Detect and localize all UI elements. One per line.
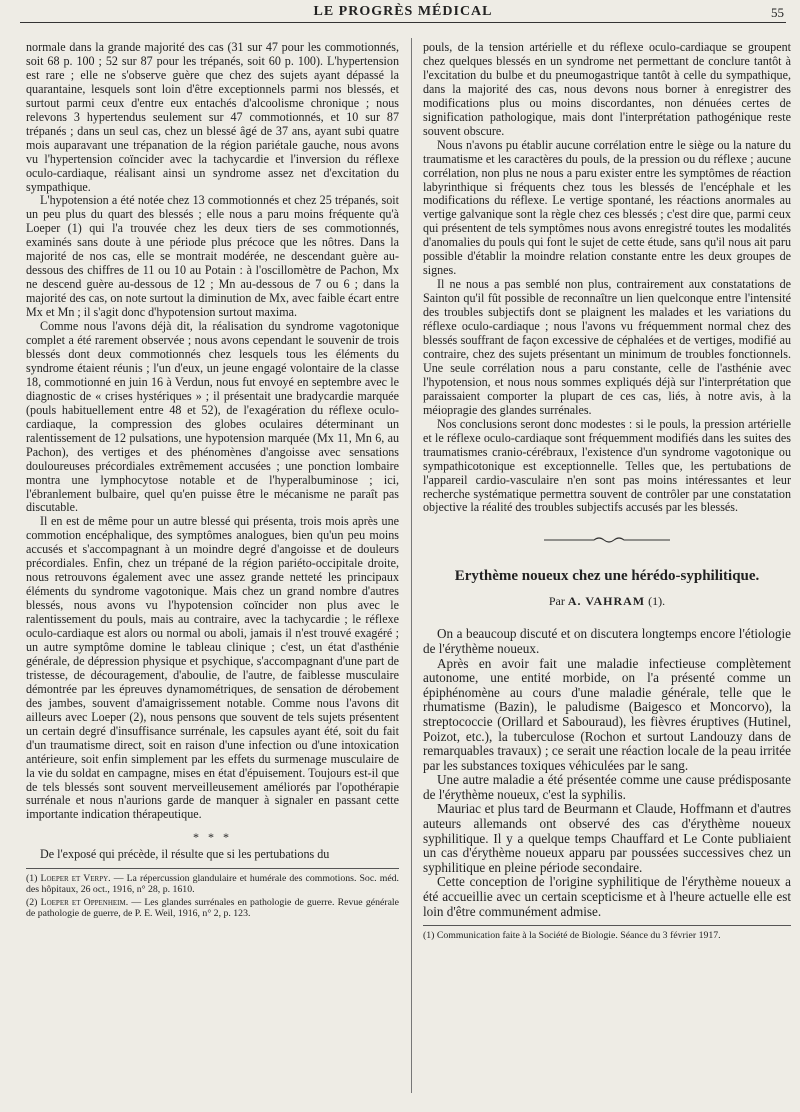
article-paragraph: Cette conception de l'origine syphilitique de l'érythème noueux a été accueillie avec un certain scepticisme et à l'heure actuelle elle est loin d'être communément admise.	[423, 874, 791, 919]
byline	[423, 595, 791, 609]
decorative-divider	[542, 535, 672, 545]
right-paragraph: Il ne nous a pas semblé non plus, contrairement aux constatations de Sainton qu'il fût possible de reconnaître un lien quelconque entre l'intensité des troubles subjectifs dont se plaignent les malades et les variations du réflexe oculo-cardiaque ; nous l'avons vu fréquemment normal chez des blessés souffrant de façon excessive de céphalées et de vertiges, modifié au contraire, chez des sujets présentant un minimum de troubles fonctionnels. Une seule corrélation nous a paru constante, celle de l'asthénie avec l'hypotension, et nous nous sommes expliqués déjà sur l'interprétation que paraissaient comporter la plupart de ces cas, liés, à notre avis, à la méiopragie des glandes surrénales.	[423, 277, 791, 417]
footnote-text: — Les glandes surrénales en pathologie de guerre. Revue générale de pathologie de guerre, de P. E. Weil, 1916, n° 2, p. 123.	[26, 897, 399, 920]
left-closing-line: De l'exposé qui précède, il résulte que si les pertubations du	[40, 847, 330, 862]
column-rule	[411, 38, 412, 1093]
footnote-text: — La répercussion glandulaire et humérale des commotions. Soc. méd. des hôpitaux, 26 oct., 1916, n° 28, p. 1610.	[26, 873, 400, 896]
byline-author: A. VAHRAM	[567, 594, 646, 609]
article-footnote	[423, 925, 791, 941]
right-paragraph: pouls, de la tension artérielle et du réflexe oculo-cardiaque se groupent chez quelques blessés en un syndrome net permettant de conclure tantôt à l'excitation du bulbe et du pneumogastrique tantôt à celle du sympathique, dans la majorité des cas, nous devons nous borner à enregistrer des modifications plus ou moins discordantes, non dénuées certes de signification pathologique, mais dont l'interprétation pathogénique reste souvent obscure.	[423, 40, 791, 138]
article-paragraph: Après en avoir fait une maladie infectieuse complètement autonome, une entité morbide, on l'a présenté comme un épiphénomène au cours d'une maladie générale, telle que le rhumatisme (Bazin), le paludisme (Baigesco et Moncorvo), la streptococcie (Orillard et Sabouraud), les fièvres éruptives (Hutinel, Poizot, etc.), la tuberculose (Rochon et surtout Landouzy dans de remarquables travaux) ; ce serait une réaction locale de la peau irritée par les substances toxiques véhiculées par le sang.	[423, 655, 791, 773]
byline-prefix: Par	[548, 594, 565, 609]
footnotes	[26, 868, 399, 919]
left-paragraph: normale dans la grande majorité des cas (31 sur 47 pour les commotionnés, soit 68 p. 100 ; 52 sur 87 pour les trépanés, soit 60 p. 100). L'hypertension est rare ; elle ne s'observe guère que chez des sujets ayant dépassé la quarantaine, lesquels sont loin d'être exceptionnels parmi nos blessés, et surtout parmi ceux d'entre eux entachés d'alcoolisme chronique ; nous relevons 3 hypertendus seulement sur 47 commotionnés, et 10 sur 87 trépanés ; dans un seul cas, chez un blessé âgé de 37 ans, ayant subi quatre mois auparavant une trépanation de la région pariétale gauche, nous avons vu l'hypertension coïncider avec la tachycardie et l'inversion du réflexe oculo-cardiaque, réalisant ainsi un syndrome assez net d'excitation du sympathique.	[26, 40, 399, 194]
footnote	[26, 873, 399, 895]
section-stars: * * *	[193, 830, 232, 845]
footnote-authors: Loeper et Verpy.	[40, 873, 111, 885]
byline-note: (1).	[648, 594, 666, 609]
right-paragraph: Nos conclusions seront donc modestes : si le pouls, la pression artérielle et le réflexe oculo-cardiaque sont fréquemment modifiés dans les suites des traumatismes cranio-cérébraux, l'existence d'un syndrome vagotonique ou sympathicotonique est exceptionnelle. Telles que, les pertubations de l'appareil cardio-vasculaire n'en sont pas moins intéressantes et leur recherche systématique permettra souvent de contrôler par une constatation objective la réalité des troubles subjectifs accusés par les blessés.	[423, 416, 791, 515]
footnote: (1) Communication faite à la Société de Biologie. Séance du 3 février 1917.	[423, 930, 721, 942]
left-paragraph: Comme nous l'avons déjà dit, la réalisation du syndrome vagotonique complet a été rarement observée ; nous avons cependant le souvenir de trois blessés dont deux commotionnés chez lesquels tous les éléments du syndrome étaient réunis ; l'un d'eux, un jeune engagé volontaire de la classe 18, commotionné en juin 16 à Verdun, nous fut envoyé en septembre avec le diagnostic de « crises hystériques » ; il présentait une bradycardie marquée (pouls habituellement entre 48 et 52), de l'exagération du réflexe oculo-cardiaque, la compression des globes oculaires déterminant un ralentissement de 12 pulsations, une hypotension marquée (Mx 11, Mn 6, au Pachon), des vertiges et des phénomènes d'angoisse avec sensations douloureuses précordiales extrêmement accusées ; une ponction lombaire montra une lymphocytose notable et de l'hyperalbuminose ; ici, l'ébranlement bulbaire, quel qu'en puisse être le mécanisme ne paraît pas discutable.	[26, 319, 399, 515]
article-title: Erythème noueux chez une hérédo-syphilitique.	[454, 568, 760, 585]
footnote-mark: (1)	[26, 873, 38, 885]
article-paragraph: Mauriac et plus tard de Beurmann et Claude, Hoffmann et d'autres auteurs allemands ont observé des cas d'érythème noueux syphilitique. Il y a quelque temps Chauffard et Le Conte publiaient un cas d'érythème noueux apparu par poussées successives chez un syphilitique en pleine période secondaire.	[423, 801, 791, 875]
footnote-mark: (2)	[26, 897, 38, 909]
running-head	[20, 4, 786, 23]
right-column	[423, 41, 791, 943]
left-paragraph: L'hypotension a été notée chez 13 commotionnés et chez 25 trépanés, soit un peu plus du quart des blessés ; elle nous a paru moins fréquente qu'à Loeper (1) qui l'a trouvée chez les deux tiers de ses commotionnés, examinés sans doute à une période plus précoce que les nôtres. Dans la majorité de nos cas, elle se montrait modérée, ne descendant guère au-dessous des chiffres de 11 ou 10 au Potain : à l'oscillomètre de Pachon, Mx ne descend guère au-dessous de 12 ; Mn au-dessous de 7 ou 6 ; dans la majorité des cas, on note surtout la diminution de Mx, avec faible écart entre Mx et Mn ; il s'agit donc d'hypotension surtout maxima.	[26, 193, 399, 320]
journal-title: LE PROGRÈS MÉDICAL	[313, 4, 493, 19]
article-paragraph: Une autre maladie a été présentée comme une cause prédisposante de l'érythème noueux, c'est la syphilis.	[423, 772, 791, 802]
footnote	[26, 897, 399, 919]
left-paragraph: Il en est de même pour un autre blessé qui présenta, trois mois après une commotion encéphalique, des symptômes analogues, bien qu'un peu moins accusés et s'accompagnant à un moindre degré d'angoisse et de douleurs précordiales. Enfin, chez un trépané de la région pariéto-occipitale droite, nous retrouvons également avec une assez grande netteté les principaux éléments du syndrome vagotonique. Mais chez un grand nombre d'autres blessés, nous avons vu l'hypotension coïncider non plus avec le ralentissement du pouls, mais au contraire, avec la tachycardie ; le réflexe oculo-cardiaque est alors ou normal ou aboli, jamais il n'est trouvé exagéré ; un autre symptôme domine le tableau clinique ; c'est, un état d'asthénie générale, de dépression physique et psychique, s'accompagnant d'une part de tristesse, de découragement, d'aboulie, de l'autre, de faiblesse musculaire démontrée par les épreuves dynamométriques, de sensation de dérobement des jambes, souvent d'amaigrissement notable. Comme nous l'avons dit ailleurs avec Loeper (2), nous pensons que souvent de tels sujets présentent un certain degré d'insuffisance surrénale, les capsules ayant été, soit du fait d'un traumatisme direct, soit en raison d'une infection ou d'une intoxication antérieure, soit enfin simplement par les effets du surmenage musculaire de la vie du soldat en campagne, mises en état d'épuisement. Toujours est-il que de tels blessés sont souvent merveilleusement améliorés par l'opothérapie surrénale et nous n'aurions garde de manquer à signaler en passant cette importante indication thérapeutique.	[26, 514, 399, 822]
page-number: 55	[771, 5, 784, 20]
article-body	[423, 627, 791, 919]
footnote-authors: Loeper et Oppenheim.	[40, 897, 129, 909]
right-paragraph: Nous n'avons pu établir aucune corrélation entre le siège ou la nature du traumatisme et les caractères du pouls, de la pression ou du réflexe ; aucune corrélation, non plus ne nous a paru exister entre les symptômes de réaction labyrinthique si fréquents chez tous les blessés de l'encéphale et les modifications du réflexe. Le vertige spontané, les réactions anormales au vertige galvanique sont la règle chez ces blessés ; c'est dire que, parmi ceux qui présentent de tels symptômes nous avons enregistré toutes les modalités d'anomalies du pouls qui font le sujet de cette étude, sans qu'il nous ait paru possible d'établir la moindre relation constante entre les deux groupes de signes.	[423, 137, 791, 278]
left-column	[26, 41, 399, 921]
article-paragraph: On a beaucoup discuté et on discutera longtemps encore l'étiologie de l'érythème noueux.	[423, 626, 791, 656]
